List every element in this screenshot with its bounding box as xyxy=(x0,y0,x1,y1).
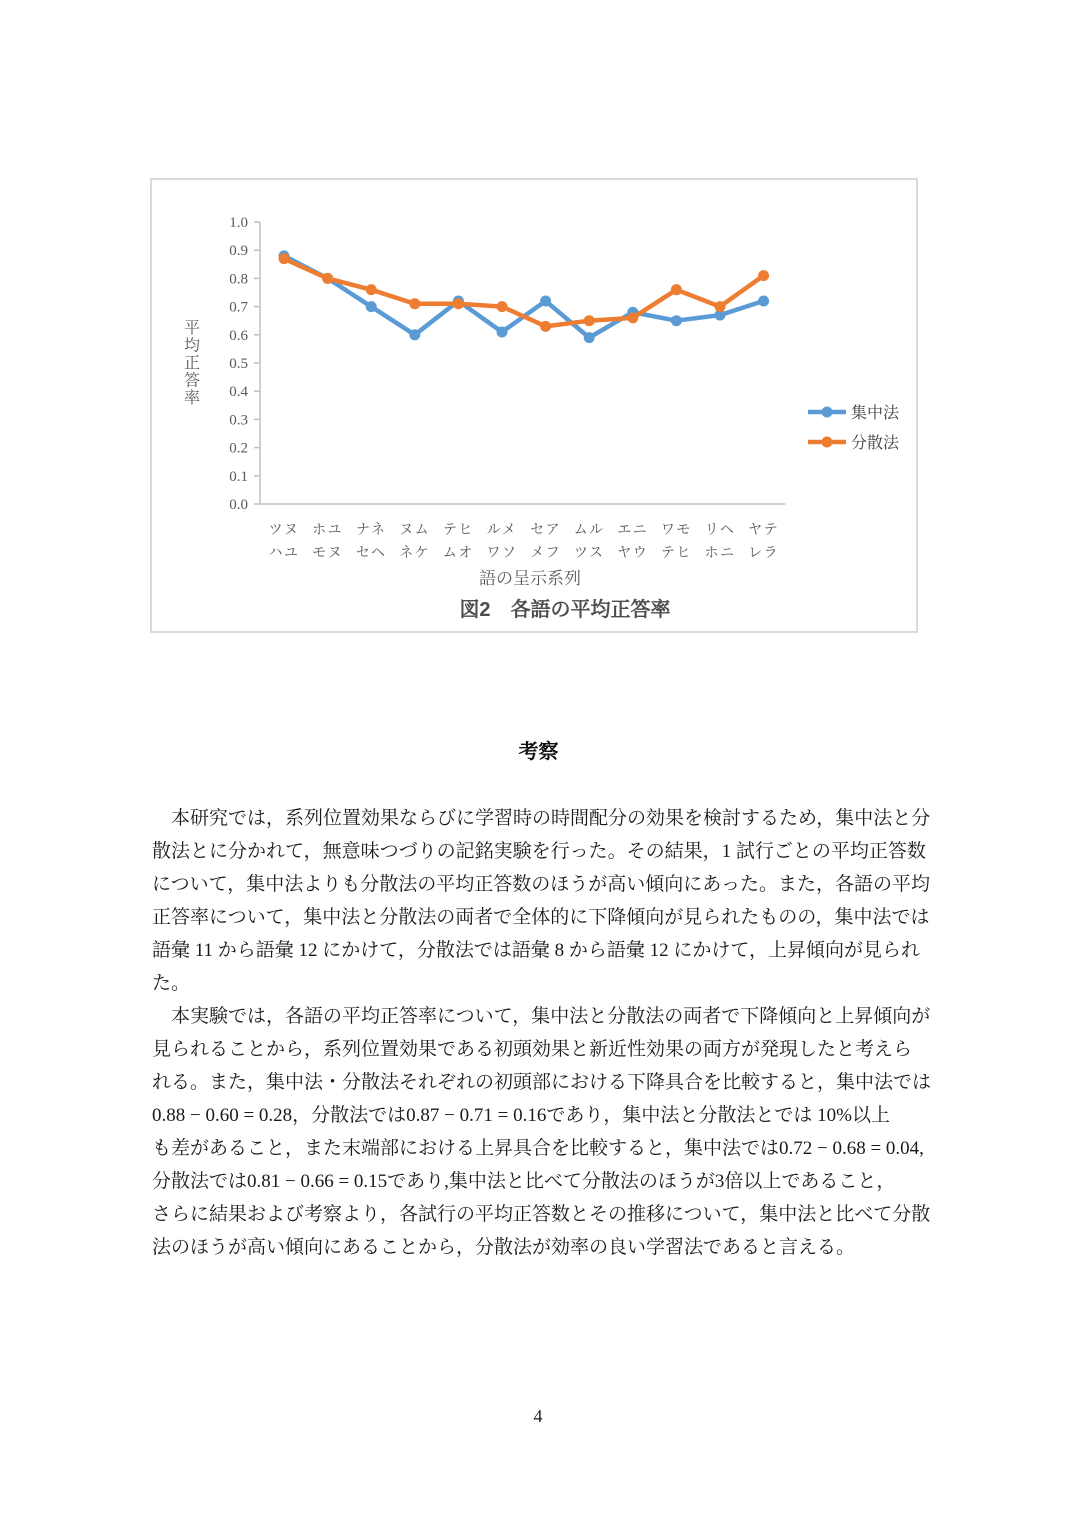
legend-label-1: 分散法 xyxy=(851,435,900,452)
x-tick-label-row1: セア xyxy=(530,521,562,537)
series-1-marker xyxy=(366,284,377,295)
x-tick-label-row2: テヒ xyxy=(660,544,692,560)
x-tick-label-row2: ホニ xyxy=(704,544,736,560)
legend-marker xyxy=(822,437,833,448)
figure-caption: 図2 各語の平均正答率 xyxy=(459,599,671,621)
x-tick-label-row2: メフ xyxy=(530,544,562,560)
x-tick-label-row1: ホユ xyxy=(312,521,344,537)
series-1-marker xyxy=(584,315,595,326)
legend-label-0: 集中法 xyxy=(851,405,900,422)
x-tick-label-row1: リヘ xyxy=(704,521,736,537)
y-axis-title-char: 率 xyxy=(183,390,201,407)
paragraph2-line6: 分散法では0.81 − 0.66 = 0.15であり,集中法と比べて分散法のほうが3倍以上であること， xyxy=(152,1171,896,1192)
y-axis-title-char: 答 xyxy=(183,372,201,390)
x-tick-label-row1: ヌム xyxy=(399,521,431,537)
discussion-body xyxy=(152,802,932,1264)
x-tick-label-row1: ワモ xyxy=(660,521,692,537)
paragraph1-line1: 本研究では，系列位置効果ならびに学習時の時間配分の効果を検討するため，集中法と分 xyxy=(171,808,931,829)
y-tick-label: 0.4 xyxy=(229,384,248,401)
x-tick-label-row2: ツス xyxy=(573,544,605,560)
y-tick-label: 0.8 xyxy=(229,271,248,288)
figure2-container xyxy=(150,178,918,633)
x-tick-label-row1: ツヌ xyxy=(268,521,300,537)
series-1-marker xyxy=(322,273,333,284)
paragraph2-line1: 本実験では，各語の平均正答率について，集中法と分散法の両者で下降傾向と上昇傾向が xyxy=(171,1006,931,1027)
y-tick-label: 0.3 xyxy=(229,412,248,429)
series-0-marker xyxy=(366,301,377,312)
series-0-marker xyxy=(540,295,551,306)
discussion-heading: 考察 xyxy=(518,741,559,763)
y-tick-label: 0.0 xyxy=(229,497,248,513)
series-0-marker xyxy=(758,295,769,306)
series-0-marker xyxy=(409,329,420,340)
paragraph2-line3: れる。また，集中法・分散法それぞれの初頭部における下降具合を比較すると，集中法では xyxy=(152,1072,932,1093)
series-0-marker xyxy=(584,332,595,343)
series-0-marker xyxy=(497,326,508,337)
x-tick-label-row2: ヤウ xyxy=(617,544,649,560)
series-1-marker xyxy=(453,298,464,309)
series-1-marker xyxy=(627,312,638,323)
paragraph1-line5: 語彙 11 から語彙 12 にかけて，分散法では語彙 8 から語彙 12 にかけて，上昇傾向が見られ xyxy=(152,940,921,961)
y-tick-label: 0.1 xyxy=(229,468,248,485)
x-tick-label-row1: ヤテ xyxy=(748,521,780,537)
x-tick-label-row1: エニ xyxy=(617,521,649,537)
x-tick-label-row1: ルメ xyxy=(486,521,518,537)
paragraph1-line4: 正答率について，集中法と分散法の両者で全体的に下降傾向が見られたものの，集中法では xyxy=(152,907,930,928)
paragraph1-line3: について，集中法よりも分散法の平均正答数のほうが高い傾向にあった。また，各語の平均 xyxy=(152,874,931,895)
y-tick-label: 0.9 xyxy=(229,243,248,260)
series-1-marker xyxy=(540,321,551,332)
x-tick-label-row2: ムオ xyxy=(442,544,474,560)
y-tick-label: 0.7 xyxy=(229,299,248,316)
series-1-marker xyxy=(497,301,508,312)
series-1-marker xyxy=(758,270,769,281)
x-tick-label-row1: テヒ xyxy=(442,521,474,537)
paragraph2-line8: 法のほうが高い傾向にあることから，分散法が効率の良い学習法であると言える。 xyxy=(152,1237,856,1258)
series-1-marker xyxy=(279,253,290,264)
y-axis-title-char: 平 xyxy=(183,320,201,337)
x-tick-label-row2: レラ xyxy=(748,544,780,560)
paragraph1-line2: 散法とに分かれて，無意味つづりの記銘実験を行った。その結果，1 試行ごとの平均正答数 xyxy=(152,841,926,862)
x-axis-title: 語の呈示系列 xyxy=(479,569,581,588)
y-tick-label: 1.0 xyxy=(229,215,248,231)
paragraph2-line4: 0.88 − 0.60 = 0.28，分散法では0.87 − 0.71 = 0.16であり，集中法と分散法とでは 10%以上 xyxy=(152,1105,890,1126)
series-line-1 xyxy=(284,259,764,327)
paragraph2-line5: も差があること，また末端部における上昇具合を比較すると，集中法では0.72 − 0.68 = 0.04, xyxy=(152,1138,924,1159)
figure2-chart xyxy=(152,180,916,631)
page-number: 4 xyxy=(533,1406,543,1426)
x-tick-label-row1: ムル xyxy=(573,521,605,537)
series-1-marker xyxy=(671,284,682,295)
series-0-marker xyxy=(671,315,682,326)
x-tick-label-row1: ナネ xyxy=(355,521,387,537)
x-tick-label-row2: ネケ xyxy=(399,544,431,560)
x-tick-label-row2: ワソ xyxy=(486,544,518,560)
y-axis-title-char: 均 xyxy=(183,337,201,355)
paragraph2-line7: さらに結果および考察より，各試行の平均正答数とその推移について，集中法と比べて分散 xyxy=(152,1204,931,1225)
x-tick-label-row2: ハユ xyxy=(268,544,300,560)
series-1-marker xyxy=(715,301,726,312)
paragraph2-line2: 見られることから，系列位置効果である初頭効果と新近性効果の両方が発現したと考えら xyxy=(152,1039,913,1060)
x-tick-label-row2: セヘ xyxy=(355,544,387,560)
legend-marker xyxy=(822,407,833,418)
series-1-marker xyxy=(409,298,420,309)
y-tick-label: 0.2 xyxy=(229,440,248,457)
y-tick-label: 0.6 xyxy=(229,327,248,344)
paragraph1-line6: た。 xyxy=(152,973,191,994)
y-tick-label: 0.5 xyxy=(229,356,248,372)
x-tick-label-row2: モヌ xyxy=(312,544,344,560)
y-axis-title-char: 正 xyxy=(183,355,201,372)
